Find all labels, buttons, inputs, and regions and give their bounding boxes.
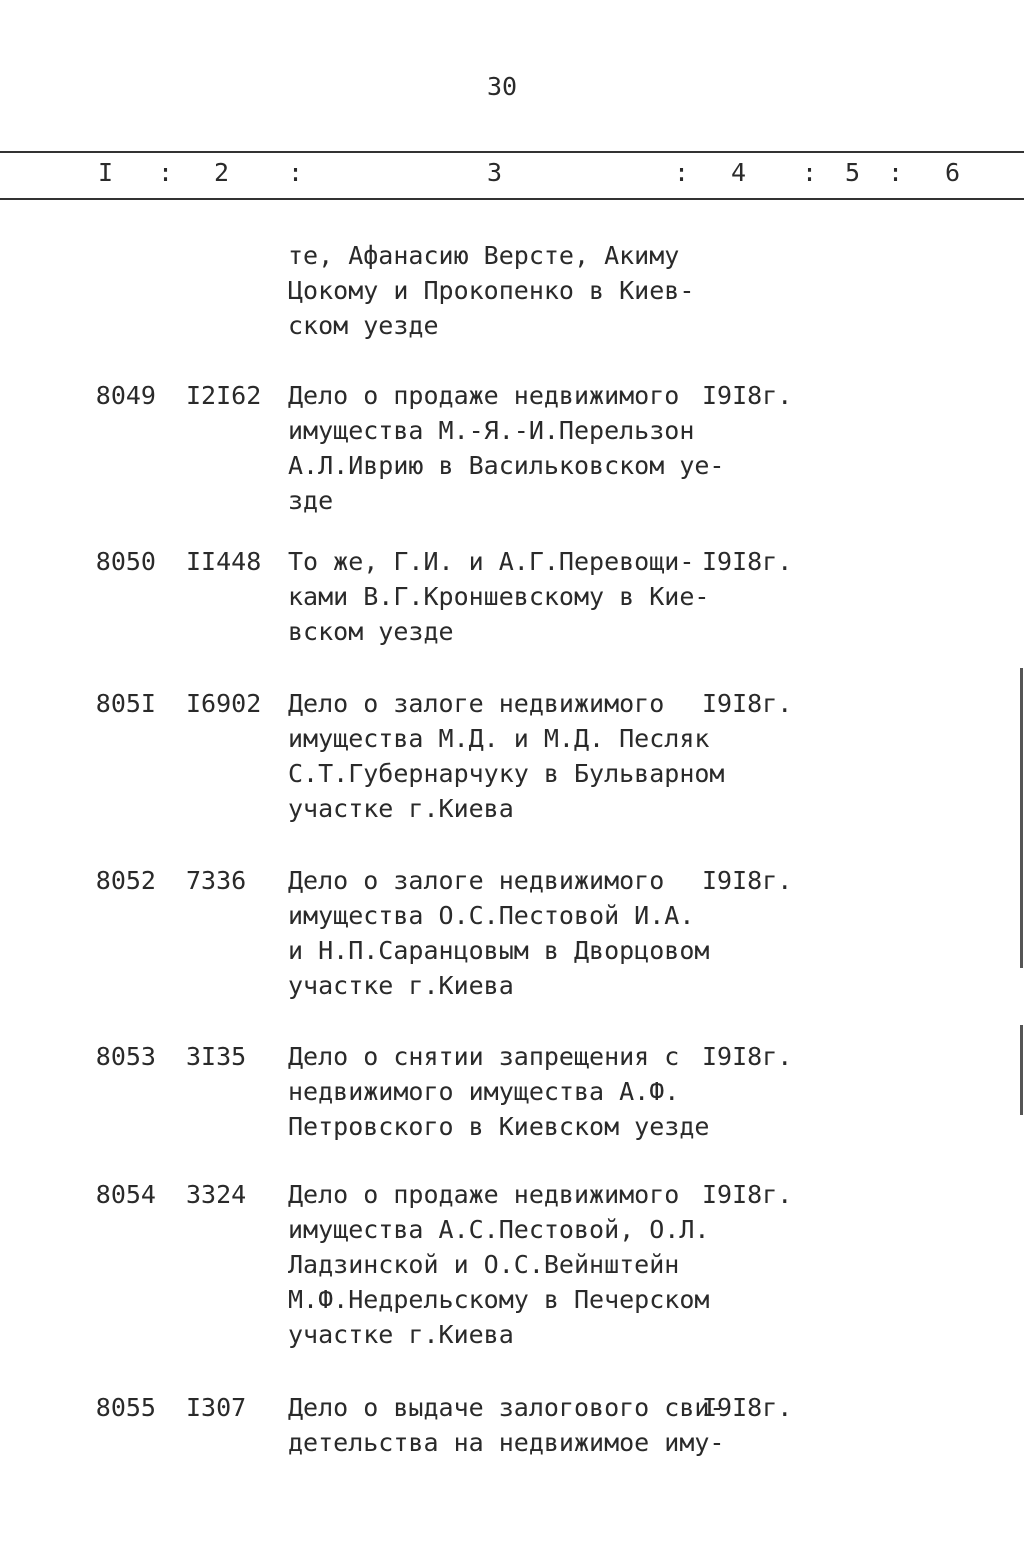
description-line: те, Афанасию Версте, Акиму [288,241,680,270]
description-line: имущества М.Д. и М.Д. Песляк [288,724,710,753]
description-line: ками В.Г.Кроншевскому в Кие- [288,582,710,611]
case-number: 3I35 [186,1042,247,1071]
description-line: детельства на недвижимое иму- [288,1428,725,1457]
header-rule-bottom [0,198,1024,200]
scan-edge-mark [1020,1025,1023,1115]
description-line: Дело о продаже недвижимого [288,381,680,410]
entry-year: I9I8г. [702,1393,793,1422]
description-line: и Н.П.Саранцовым в Дворцовом [288,936,710,965]
page-number: 30 [486,72,518,101]
description-line: Петровского в Киевском уезде [288,1112,710,1141]
entry-description [288,1039,709,1144]
case-number: 3324 [186,1180,247,1209]
description-line: Дело о залоге недвижимого [288,866,665,895]
entry-year: I9I8г. [702,689,793,718]
entry-number: 805I [95,689,156,718]
column-separator: : [888,158,904,187]
description-line: недвижимого имущества А.Ф. [288,1077,680,1106]
column-separator: : [158,158,174,187]
case-number: I6902 [186,689,262,718]
description-line: имущества О.С.Пестовой И.А. [288,901,695,930]
description-line: С.Т.Губернарчуку в Бульварном [288,759,725,788]
entry-number: 8050 [95,547,156,576]
entry-number: 8054 [95,1180,156,1209]
description-line: ском уезде [288,311,439,340]
continuation-description [288,238,694,343]
column-separator: : [674,158,690,187]
description-line: А.Л.Иврию в Васильковском уе- [288,451,725,480]
column-header-5: 5 [845,158,861,187]
description-line: То же, Г.И. и А.Г.Перевощи- [288,547,695,576]
column-header-4: 4 [731,158,747,187]
column-separator: : [802,158,818,187]
description-line: Дело о продаже недвижимого [288,1180,680,1209]
entry-description [288,1177,709,1352]
description-line: Дело о снятии запрещения с [288,1042,680,1071]
case-number: 7336 [186,866,247,895]
entry-number: 8055 [95,1393,156,1422]
column-separator: : [288,158,304,187]
description-line: участке г.Киева [288,1320,514,1349]
entry-year: I9I8г. [702,1042,793,1071]
entry-year: I9I8г. [702,866,793,895]
case-number: I2I62 [186,381,262,410]
entry-year: I9I8г. [702,547,793,576]
entry-number: 8049 [95,381,156,410]
case-number: II448 [186,547,262,576]
column-header-2: 2 [214,158,230,187]
entry-year: I9I8г. [702,1180,793,1209]
description-line: вском уезде [288,617,454,646]
header-rule-top [0,151,1024,153]
case-number: I307 [186,1393,247,1422]
entry-description [288,378,725,518]
entry-number: 8053 [95,1042,156,1071]
description-line: Цокому и Прокопенко в Киев- [288,276,695,305]
scan-edge-mark [1020,668,1023,968]
description-line: имущества М.-Я.-И.Перельзон [288,416,695,445]
description-line: Дело о залоге недвижимого [288,689,665,718]
description-line: Дело о выдаче залогового сви- [288,1393,725,1422]
entry-description [288,686,725,826]
description-line: участке г.Киева [288,794,514,823]
description-line: зде [288,486,334,515]
description-line: имущества А.С.Пестовой, О.Л. [288,1215,710,1244]
entry-year: I9I8г. [702,381,793,410]
entry-description [288,1390,725,1460]
description-line: М.Ф.Недрельскому в Печерском [288,1285,710,1314]
column-header-1: I [98,158,114,187]
entry-number: 8052 [95,866,156,895]
description-line: участке г.Киева [288,971,514,1000]
column-header-3: 3 [487,158,503,187]
entry-description [288,863,709,1003]
column-header-6: 6 [945,158,961,187]
entry-description [288,544,709,649]
description-line: Ладзинской и О.С.Вейнштейн [288,1250,680,1279]
